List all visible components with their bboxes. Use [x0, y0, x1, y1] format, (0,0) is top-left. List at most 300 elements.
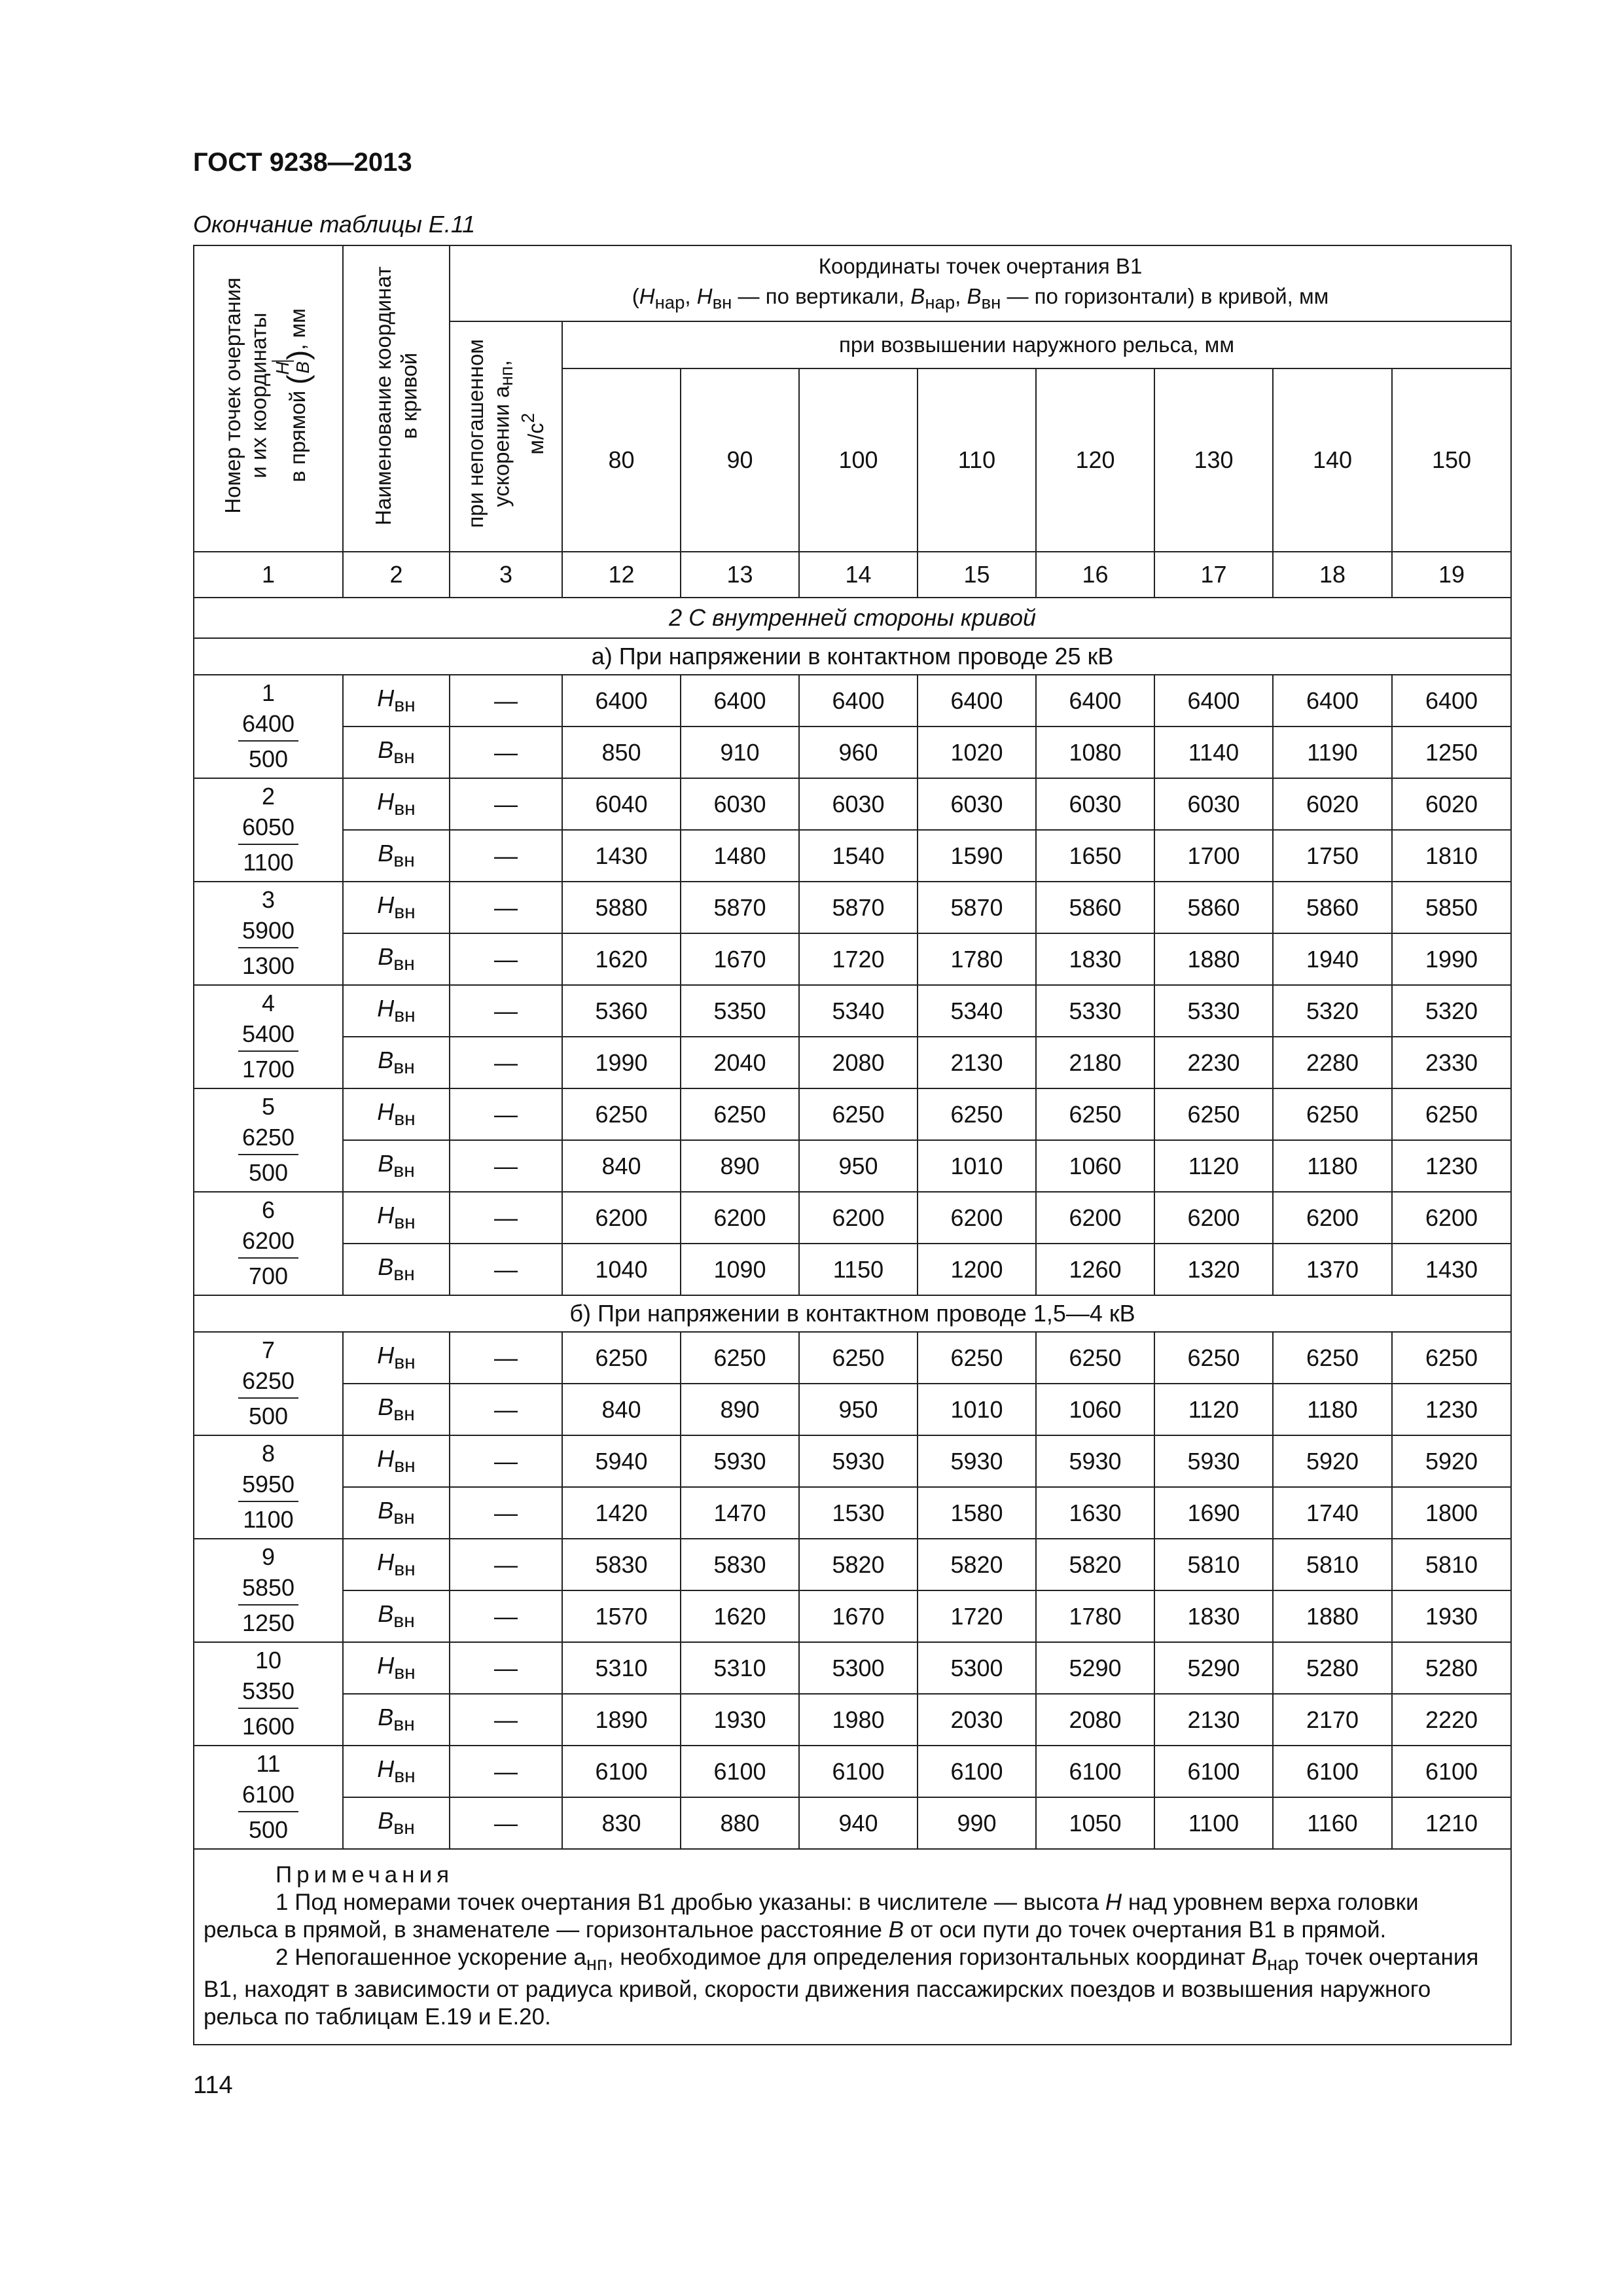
coordinate-value: 6250	[918, 1088, 1036, 1140]
coordinate-name: $H_{вн}$	[343, 1088, 450, 1140]
coordinate-value: 1060	[1036, 1384, 1154, 1435]
coordinate-value: 1430	[562, 830, 681, 882]
table-row	[194, 1140, 1511, 1192]
coordinate-value: 1620	[681, 1590, 799, 1642]
coordinate-value: 1990	[562, 1037, 681, 1088]
coordinate-value: 5350	[681, 985, 799, 1037]
coordinate-value: 5300	[918, 1642, 1036, 1694]
coordinate-value: 5930	[681, 1435, 799, 1487]
coordinate-name: $B_{вн}$	[343, 830, 450, 882]
point-number: 6	[261, 1196, 276, 1223]
coordinate-value: 1830	[1154, 1590, 1273, 1642]
coordinate-value: 2030	[918, 1694, 1036, 1746]
point-distance: 1700	[241, 1056, 295, 1083]
point-fraction	[238, 1019, 298, 1086]
coordinate-value: 1580	[918, 1487, 1036, 1539]
coordinate-value: 990	[918, 1797, 1036, 1849]
header-coordinate-name: Наименование координат в кривой	[343, 245, 450, 552]
point-label	[194, 1332, 343, 1435]
coordinate-name: $H_{вн}$	[343, 985, 450, 1037]
table-row	[194, 933, 1511, 985]
column-number: 17	[1154, 552, 1273, 598]
coordinate-value: 1720	[918, 1590, 1036, 1642]
coordinate-value: 1780	[918, 933, 1036, 985]
table-row	[194, 1642, 1511, 1694]
coordinate-name: $B_{вн}$	[343, 1140, 450, 1192]
coordinate-value: 1180	[1273, 1140, 1392, 1192]
coordinate-value: 5300	[799, 1642, 918, 1694]
group-title: а) При напряжении в контактном проводе 25 кВ	[194, 638, 1511, 675]
coordinate-value: 2170	[1273, 1694, 1392, 1746]
point-number: 2	[261, 782, 276, 810]
point-fraction	[238, 1469, 298, 1536]
coordinate-name: $B_{вн}$	[343, 1590, 450, 1642]
coordinate-value: 5810	[1392, 1539, 1511, 1590]
point-distance: 1100	[243, 1506, 294, 1534]
coordinate-name: $B_{вн}$	[343, 1244, 450, 1295]
acceleration-value: —	[450, 1332, 562, 1384]
table-row	[194, 1590, 1511, 1642]
coordinate-value: 6020	[1273, 778, 1392, 830]
coordinate-value: 1880	[1273, 1590, 1392, 1642]
point-distance: 500	[248, 745, 289, 773]
coordinate-name: $B_{вн}$	[343, 1487, 450, 1539]
coordinate-value: 5870	[918, 882, 1036, 933]
coordinate-value: 1120	[1154, 1384, 1273, 1435]
coordinate-value: 6250	[1273, 1332, 1392, 1384]
acceleration-value: —	[450, 726, 562, 778]
point-fraction	[238, 812, 298, 879]
point-number: 1	[261, 679, 276, 706]
point-number: 8	[261, 1439, 276, 1467]
coordinate-value: 1630	[1036, 1487, 1154, 1539]
elevation-header: 150	[1392, 368, 1511, 552]
table-row	[194, 1332, 1511, 1384]
table-row	[194, 1088, 1511, 1140]
point-distance: 1600	[241, 1713, 295, 1740]
point-distance: 1300	[241, 952, 295, 980]
header-coordinates: Координаты точек очертания В1 ($H_{нар}$, $H_{вн}$ — по вертикали, $B_{нар}$, $B_{вн}$ — по горизонтали) в кривой, мм	[450, 245, 1511, 321]
coordinate-name: $B_{вн}$	[343, 1384, 450, 1435]
coordinate-value: 2280	[1273, 1037, 1392, 1088]
coordinate-value: 6250	[681, 1332, 799, 1384]
coordinate-name: $H_{вн}$	[343, 675, 450, 726]
point-height: 6200	[238, 1226, 298, 1259]
note-2: 2 Непогашенное ускорение $a_{нп}$, необходимое для определения горизонтальных координат $B_{нар}$ точек очертания В1, находят в зависимости от радиуса кривой, скорости движения пассажирских поездов и возвышения наружного рельса по таблицам Е.19 и Е.20.	[204, 1945, 1479, 2030]
coordinate-value: 6200	[681, 1192, 799, 1244]
coordinate-value: 6400	[1392, 675, 1511, 726]
coordinate-value: 1010	[918, 1140, 1036, 1192]
acceleration-value: —	[450, 1037, 562, 1088]
coordinate-value: 6250	[562, 1332, 681, 1384]
coordinate-value: 1060	[1036, 1140, 1154, 1192]
coordinate-value: 6200	[799, 1192, 918, 1244]
coordinate-value: 6100	[1154, 1746, 1273, 1797]
elevation-header: 80	[562, 368, 681, 552]
table-row	[194, 1244, 1511, 1295]
point-fraction	[238, 1122, 298, 1189]
point-fraction	[238, 1226, 298, 1293]
point-distance: 500	[248, 1159, 289, 1187]
coordinate-value: 1040	[562, 1244, 681, 1295]
coordinate-value: 6200	[918, 1192, 1036, 1244]
column-number: 16	[1036, 552, 1154, 598]
coordinate-value: 1590	[918, 830, 1036, 882]
coordinate-value: 2080	[1036, 1694, 1154, 1746]
column-number: 1	[194, 552, 343, 598]
coordinate-value: 840	[562, 1140, 681, 1192]
coordinate-value: 5870	[799, 882, 918, 933]
point-fraction	[238, 1366, 298, 1433]
point-height: 6250	[238, 1366, 298, 1399]
coordinate-value: 5820	[1036, 1539, 1154, 1590]
coordinate-value: 1930	[1392, 1590, 1511, 1642]
column-number: 19	[1392, 552, 1511, 598]
coordinate-value: 5340	[918, 985, 1036, 1037]
coordinate-value: 1260	[1036, 1244, 1154, 1295]
point-height: 5850	[238, 1573, 298, 1606]
coordinate-value: 1140	[1154, 726, 1273, 778]
acceleration-value: —	[450, 778, 562, 830]
acceleration-value: —	[450, 1694, 562, 1746]
point-height: 5950	[238, 1469, 298, 1503]
coordinate-value: 2220	[1392, 1694, 1511, 1746]
coordinate-value: 5850	[1392, 882, 1511, 933]
coordinate-value: 6030	[681, 778, 799, 830]
coordinate-value: 1010	[918, 1384, 1036, 1435]
acceleration-value: —	[450, 1797, 562, 1849]
coordinate-name: $B_{вн}$	[343, 1037, 450, 1088]
point-number: 5	[261, 1092, 276, 1120]
coordinate-value: 5310	[562, 1642, 681, 1694]
coordinate-value: 6040	[562, 778, 681, 830]
coordinate-value: 5280	[1273, 1642, 1392, 1694]
coordinate-value: 6100	[799, 1746, 918, 1797]
acceleration-value: —	[450, 1539, 562, 1590]
point-height: 6250	[238, 1122, 298, 1156]
coordinate-value: 6200	[1036, 1192, 1154, 1244]
coordinate-value: 5930	[1154, 1435, 1273, 1487]
coordinate-value: 2040	[681, 1037, 799, 1088]
coordinate-name: $H_{вн}$	[343, 1192, 450, 1244]
coordinate-value: 6250	[799, 1088, 918, 1140]
coordinate-value: 1940	[1273, 933, 1392, 985]
coordinate-value: 1470	[681, 1487, 799, 1539]
table-row	[194, 675, 1511, 726]
coordinate-value: 1090	[681, 1244, 799, 1295]
coordinate-value: 1720	[799, 933, 918, 985]
coordinate-value: 890	[681, 1140, 799, 1192]
coordinate-value: 6030	[799, 778, 918, 830]
coordinate-value: 950	[799, 1140, 918, 1192]
coordinate-value: 6250	[1154, 1332, 1273, 1384]
coordinate-value: 5930	[799, 1435, 918, 1487]
coordinate-value: 1830	[1036, 933, 1154, 985]
coordinate-value: 2230	[1154, 1037, 1273, 1088]
acceleration-value: —	[450, 1435, 562, 1487]
table-row	[194, 1384, 1511, 1435]
acceleration-value: —	[450, 933, 562, 985]
column-number: 18	[1273, 552, 1392, 598]
coordinate-value: 6250	[1154, 1088, 1273, 1140]
coordinate-value: 1570	[562, 1590, 681, 1642]
coordinate-value: 5810	[1154, 1539, 1273, 1590]
coordinate-value: 5330	[1036, 985, 1154, 1037]
coordinate-value: 5820	[918, 1539, 1036, 1590]
table-row	[194, 1746, 1511, 1797]
coordinate-name: $B_{вн}$	[343, 933, 450, 985]
coordinate-name: $H_{вн}$	[343, 882, 450, 933]
coordinate-value: 6250	[562, 1088, 681, 1140]
acceleration-value: —	[450, 1244, 562, 1295]
coordinate-value: 1990	[1392, 933, 1511, 985]
coordinate-value: 830	[562, 1797, 681, 1849]
coordinate-value: 5860	[1273, 882, 1392, 933]
coordinate-value: 6250	[1036, 1088, 1154, 1140]
point-label	[194, 882, 343, 985]
coordinate-value: 1670	[799, 1590, 918, 1642]
point-fraction	[238, 1573, 298, 1640]
acceleration-value: —	[450, 1642, 562, 1694]
coordinate-value: 1430	[1392, 1244, 1511, 1295]
table-row	[194, 1192, 1511, 1244]
coordinate-value: 1750	[1273, 830, 1392, 882]
column-number: 13	[681, 552, 799, 598]
point-distance: 500	[248, 1816, 289, 1844]
coordinate-value: 6030	[1154, 778, 1273, 830]
point-height: 6400	[238, 709, 298, 742]
coordinate-value: 5310	[681, 1642, 799, 1694]
coordinate-value: 6400	[1036, 675, 1154, 726]
coordinate-value: 5830	[681, 1539, 799, 1590]
coordinate-value: 5930	[1036, 1435, 1154, 1487]
acceleration-value: —	[450, 1487, 562, 1539]
coordinate-value: 6250	[1392, 1088, 1511, 1140]
coordinate-value: 5830	[562, 1539, 681, 1590]
point-distance: 700	[248, 1263, 289, 1290]
coordinate-value: 1890	[562, 1694, 681, 1746]
coordinate-value: 2130	[1154, 1694, 1273, 1746]
point-number: 10	[255, 1646, 282, 1674]
coordinate-value: 5920	[1392, 1435, 1511, 1487]
table-row	[194, 778, 1511, 830]
coordinate-name: $B_{вн}$	[343, 726, 450, 778]
coordinate-value: 6100	[918, 1746, 1036, 1797]
coordinate-name: $H_{вн}$	[343, 1746, 450, 1797]
coordinate-value: 6400	[1154, 675, 1273, 726]
document-code: ГОСТ 9238—2013	[193, 148, 412, 177]
coordinate-value: 6100	[1036, 1746, 1154, 1797]
coordinate-value: 2130	[918, 1037, 1036, 1088]
coordinate-value: 1810	[1392, 830, 1511, 882]
elevation-header: 110	[918, 368, 1036, 552]
coordinate-value: 6030	[918, 778, 1036, 830]
coordinate-value: 1930	[681, 1694, 799, 1746]
coordinate-value: 1650	[1036, 830, 1154, 882]
coordinates-table	[193, 245, 1512, 2045]
coordinate-value: 2330	[1392, 1037, 1511, 1088]
point-label	[194, 1435, 343, 1539]
coordinate-value: 850	[562, 726, 681, 778]
table-row	[194, 1037, 1511, 1088]
coordinate-value: 5290	[1036, 1642, 1154, 1694]
table-row	[194, 1797, 1511, 1849]
coordinate-value: 910	[681, 726, 799, 778]
column-number: 12	[562, 552, 681, 598]
coordinate-value: 6400	[918, 675, 1036, 726]
point-fraction	[238, 1676, 298, 1743]
coordinate-value: 5920	[1273, 1435, 1392, 1487]
coordinate-value: 5930	[918, 1435, 1036, 1487]
elevation-header: 130	[1154, 368, 1273, 552]
point-fraction	[238, 1780, 298, 1846]
coordinate-value: 5320	[1392, 985, 1511, 1037]
coordinate-value: 6250	[1036, 1332, 1154, 1384]
coordinate-value: 840	[562, 1384, 681, 1435]
coordinate-value: 6200	[1273, 1192, 1392, 1244]
coordinate-value: 5340	[799, 985, 918, 1037]
coordinate-value: 5880	[562, 882, 681, 933]
coordinate-value: 1180	[1273, 1384, 1392, 1435]
coordinate-value: 5360	[562, 985, 681, 1037]
point-distance: 1100	[243, 849, 294, 876]
point-label	[194, 778, 343, 882]
coordinate-value: 1230	[1392, 1140, 1511, 1192]
coordinate-value: 1020	[918, 726, 1036, 778]
page-number: 114	[193, 2072, 233, 2099]
point-height: 5900	[238, 916, 298, 949]
column-number: 3	[450, 552, 562, 598]
coordinate-value: 1800	[1392, 1487, 1511, 1539]
coordinate-value: 5940	[562, 1435, 681, 1487]
point-label	[194, 1088, 343, 1192]
coordinate-value: 6250	[1273, 1088, 1392, 1140]
point-height: 6100	[238, 1780, 298, 1813]
point-number: 3	[261, 886, 276, 913]
coordinate-value: 6100	[562, 1746, 681, 1797]
coordinate-value: 1880	[1154, 933, 1273, 985]
acceleration-value: —	[450, 830, 562, 882]
point-label	[194, 1746, 343, 1849]
coordinate-value: 6400	[681, 675, 799, 726]
acceleration-value: —	[450, 1088, 562, 1140]
header-elevation: при возвышении наружного рельса, мм	[562, 321, 1511, 368]
section-title: 2 С внутренней стороны кривой	[194, 598, 1511, 638]
column-number: 14	[799, 552, 918, 598]
acceleration-value: —	[450, 675, 562, 726]
coordinate-value: 5330	[1154, 985, 1273, 1037]
coordinate-value: 1480	[681, 830, 799, 882]
point-number: 4	[261, 989, 276, 1016]
coordinate-value: 5870	[681, 882, 799, 933]
table-row	[194, 1539, 1511, 1590]
coordinate-name: $B_{вн}$	[343, 1694, 450, 1746]
coordinate-value: 1530	[799, 1487, 918, 1539]
coordinate-value: 6100	[1273, 1746, 1392, 1797]
coordinate-value: 1150	[799, 1244, 918, 1295]
table-row	[194, 830, 1511, 882]
coordinate-value: 5860	[1154, 882, 1273, 933]
coordinate-value: 5320	[1273, 985, 1392, 1037]
header-acceleration: при непогашенном ускорении $a_{нп}$, $м/с^2$	[450, 321, 562, 552]
coordinate-value: 1420	[562, 1487, 681, 1539]
coordinate-value: 940	[799, 1797, 918, 1849]
coordinate-value: 6250	[1392, 1332, 1511, 1384]
elevation-header: 140	[1273, 368, 1392, 552]
coordinate-name: $H_{вн}$	[343, 1539, 450, 1590]
point-distance: 500	[248, 1403, 289, 1430]
coordinate-value: 1700	[1154, 830, 1273, 882]
coordinate-value: 6250	[799, 1332, 918, 1384]
acceleration-value: —	[450, 882, 562, 933]
coordinate-value: 1250	[1392, 726, 1511, 778]
coordinate-value: 5290	[1154, 1642, 1273, 1694]
point-label	[194, 985, 343, 1088]
coordinate-value: 1540	[799, 830, 918, 882]
coordinate-value: 6400	[1273, 675, 1392, 726]
column-number: 15	[918, 552, 1036, 598]
coordinate-value: 5280	[1392, 1642, 1511, 1694]
point-number: 9	[261, 1543, 276, 1570]
table-caption: Окончание таблицы Е.11	[193, 211, 476, 238]
coordinate-value: 1320	[1154, 1244, 1273, 1295]
coordinate-value: 1190	[1273, 726, 1392, 778]
table-row	[194, 726, 1511, 778]
coordinate-value: 1100	[1154, 1797, 1273, 1849]
coordinate-value: 1370	[1273, 1244, 1392, 1295]
point-fraction	[238, 916, 298, 982]
coordinate-value: 6400	[562, 675, 681, 726]
coordinate-value: 1230	[1392, 1384, 1511, 1435]
elevation-header: 120	[1036, 368, 1154, 552]
coordinate-value: 1160	[1273, 1797, 1392, 1849]
coordinate-name: $B_{вн}$	[343, 1797, 450, 1849]
point-number: 11	[256, 1749, 281, 1777]
table-row	[194, 1487, 1511, 1539]
point-fraction	[238, 709, 298, 776]
table-row	[194, 1435, 1511, 1487]
point-label	[194, 1192, 343, 1295]
coordinate-value: 5820	[799, 1539, 918, 1590]
header-point-number: Номер точек очертания и их координаты в прямой ( H B ), мм	[194, 245, 343, 552]
coordinate-name: $H_{вн}$	[343, 1642, 450, 1694]
coordinate-value: 950	[799, 1384, 918, 1435]
coordinate-value: 1780	[1036, 1590, 1154, 1642]
column-number: 2	[343, 552, 450, 598]
coordinate-name: $H_{вн}$	[343, 1435, 450, 1487]
acceleration-value: —	[450, 1746, 562, 1797]
point-label	[194, 1642, 343, 1746]
coordinate-value: 1210	[1392, 1797, 1511, 1849]
elevation-header: 90	[681, 368, 799, 552]
table-row	[194, 1694, 1511, 1746]
coordinate-value: 1050	[1036, 1797, 1154, 1849]
coordinate-value: 2180	[1036, 1037, 1154, 1088]
acceleration-value: —	[450, 1590, 562, 1642]
point-height: 5350	[238, 1676, 298, 1710]
coordinate-value: 6400	[799, 675, 918, 726]
table-row	[194, 882, 1511, 933]
point-label	[194, 675, 343, 778]
coordinate-value: 6200	[1154, 1192, 1273, 1244]
elevation-header: 100	[799, 368, 918, 552]
point-height: 6050	[238, 812, 298, 846]
notes-title: Примечания	[276, 1862, 454, 1888]
coordinate-name: $H_{вн}$	[343, 778, 450, 830]
point-label	[194, 1539, 343, 1642]
acceleration-value: —	[450, 1384, 562, 1435]
coordinate-value: 960	[799, 726, 918, 778]
